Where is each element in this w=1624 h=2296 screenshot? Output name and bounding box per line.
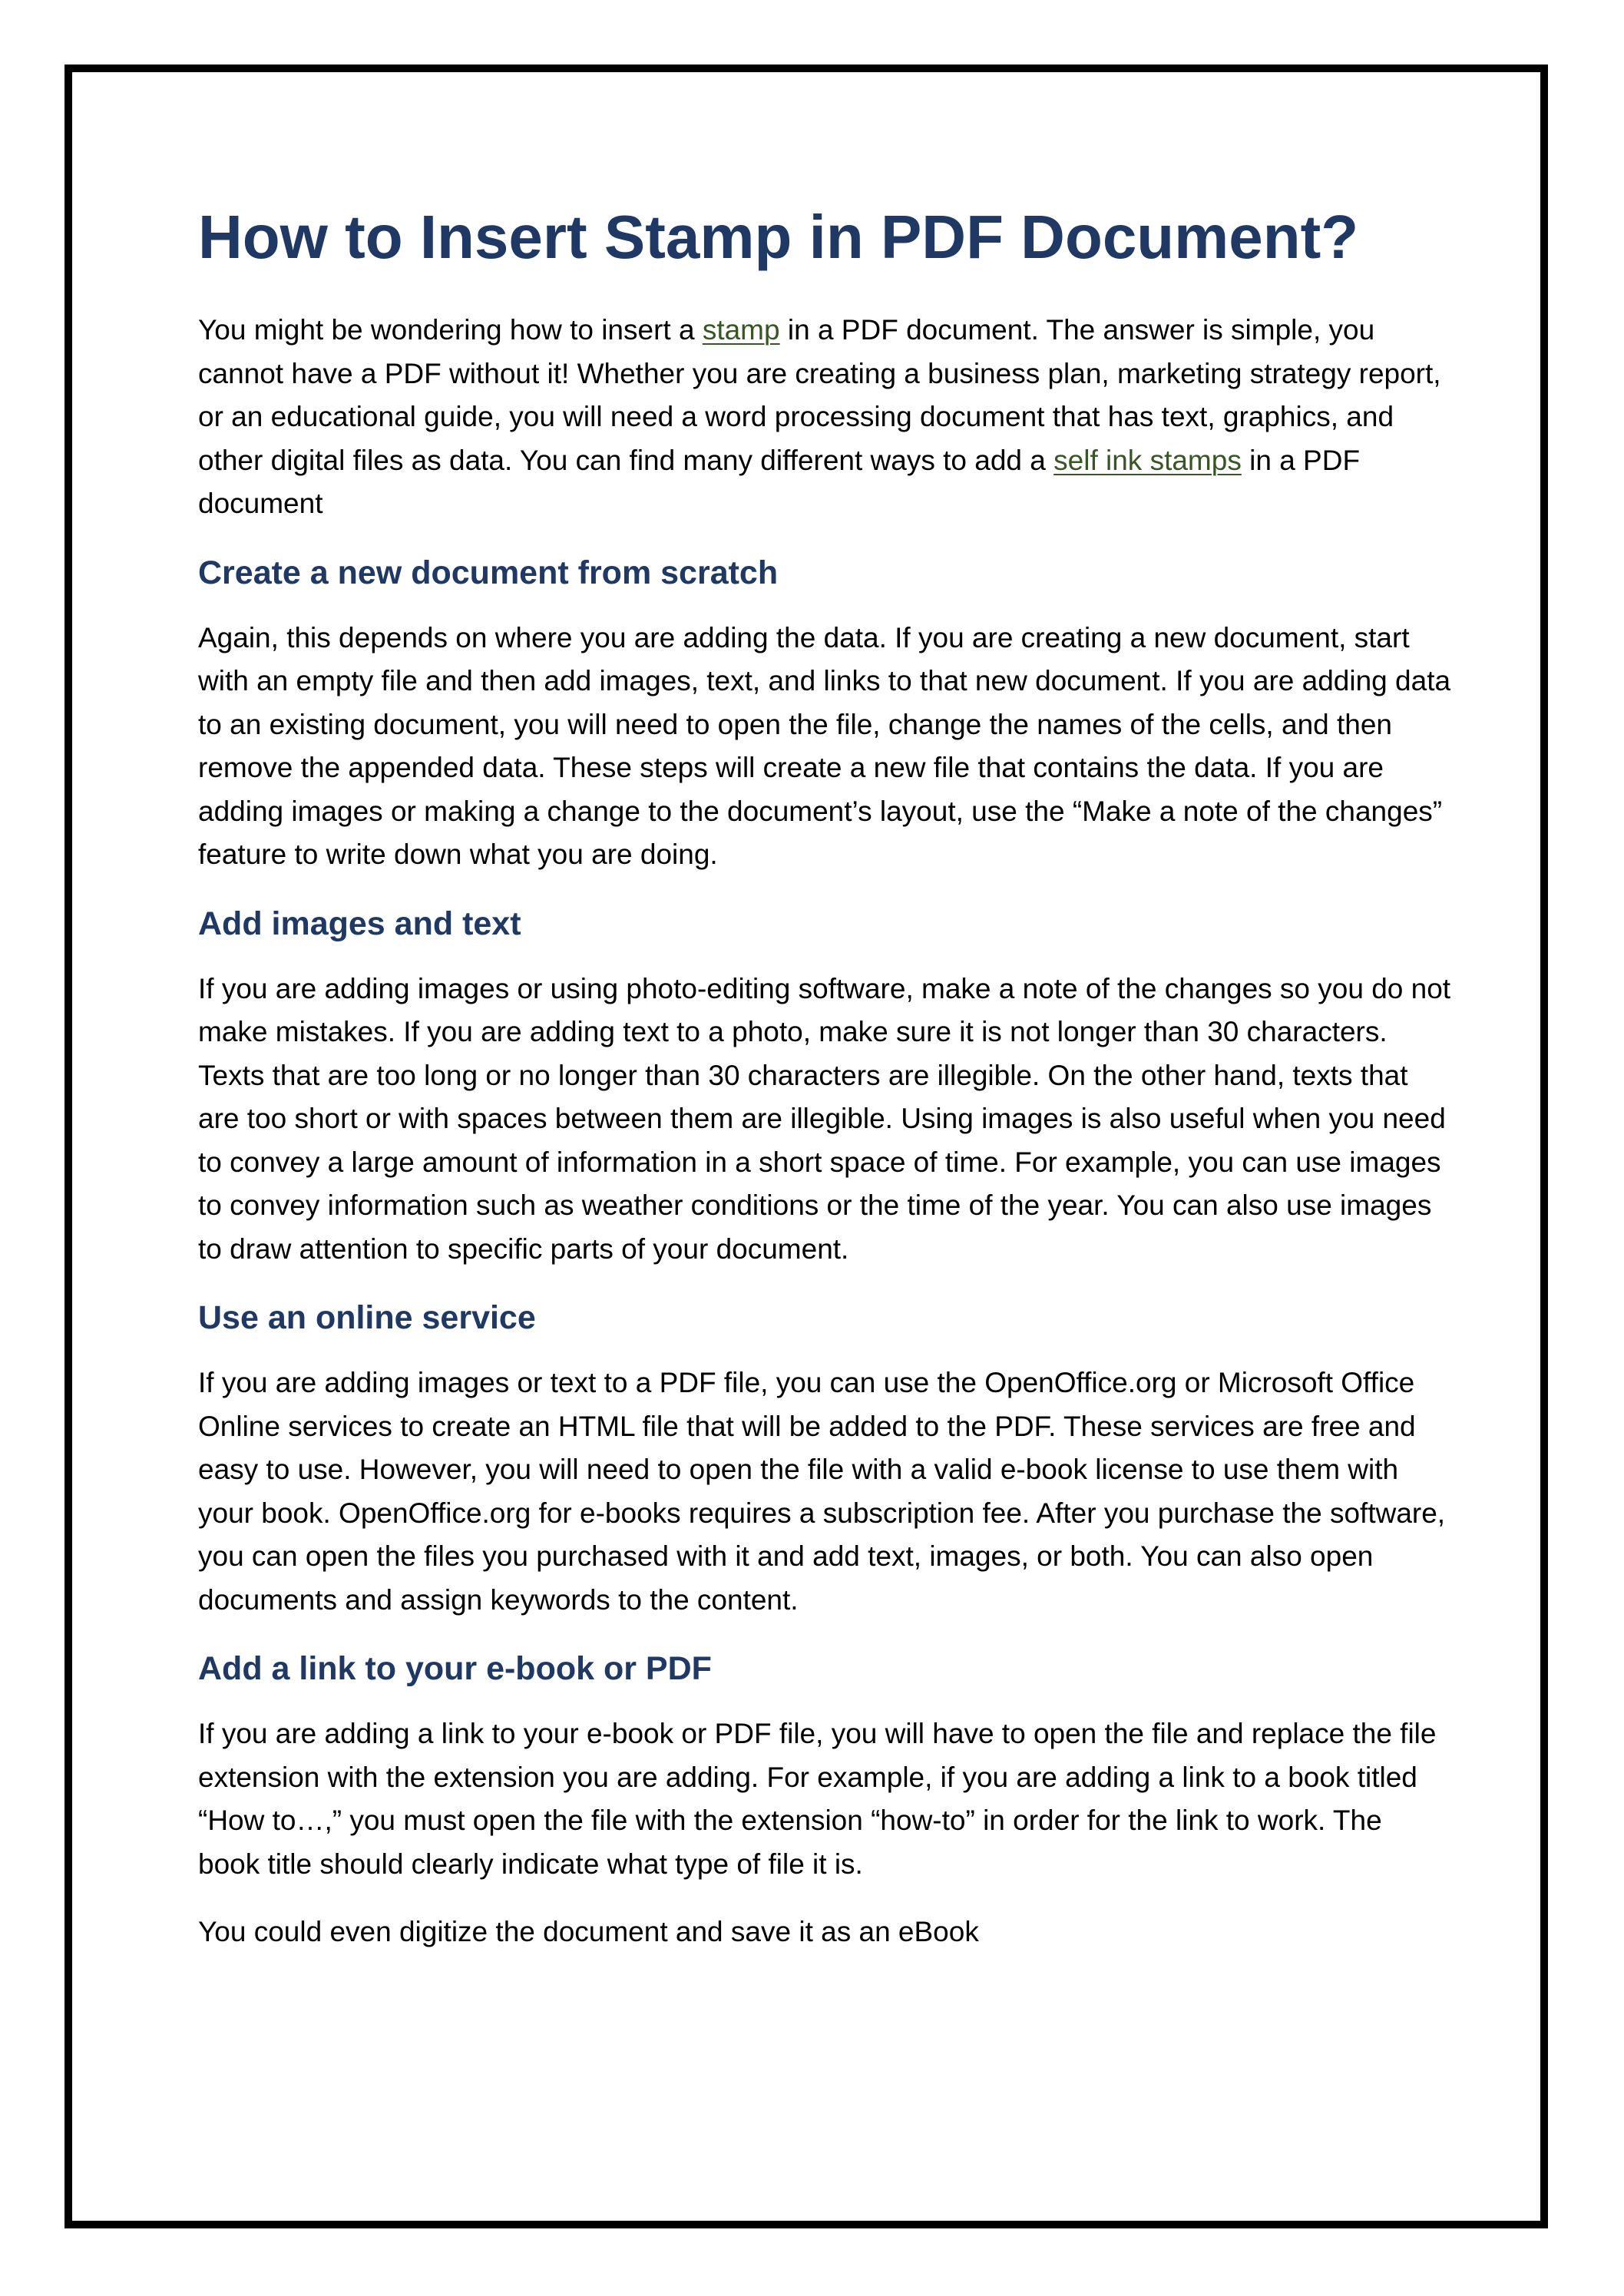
- document-body: [198, 201, 1451, 1979]
- intro-paragraph: [198, 309, 1451, 526]
- section-heading-online-service: Use an online service: [198, 1299, 536, 1336]
- document-title: How to Insert Stamp in PDF Document?: [198, 203, 1359, 271]
- closing-paragraph: You could even digitize the document and save it as an eBook: [198, 1916, 979, 1947]
- section-body-create-document: Again, this depends on where you are adding the data. If you are creating a new document, start with an empty file and then add images, text, and links to that new document. If you are adding data to an existing document, you will need to open the file, change the names of the cells, and then remove the appended data. These steps will create a new file that contains the data. If you are adding images or making a change to the document’s layout, use the “Make a note of the changes” feature to write down what you are doing.: [198, 621, 1451, 870]
- section-body-online-service: If you are adding images or text to a PDF file, you can use the OpenOffice.org or Microsoft Office Online services to create an HTML file that will be added to the PDF. These services are free and easy to use. However, you will need to open the file with a valid e-book license to use them with your book. OpenOffice.org for e-books requires a subscription fee. After you purchase the software, you can open the files you purchased with it and add text, images, or both. You can also open documents and assign keywords to the content.: [198, 1367, 1446, 1616]
- intro-text-middle: in a PDF document. The answer is simple, you cannot have a PDF without it! Whether you are creating a business plan, marketing strategy report, or an educational guide, you will need a word processing document that has text, graphics, and other digital files as data. You can find many different ways to add a: [198, 314, 1441, 476]
- stamp-link[interactable]: stamp: [702, 314, 780, 346]
- section-body-add-link: If you are adding a link to your e-book or PDF file, you will have to open the file and replace the file extension with the extension you are adding. For example, if you are adding a link to a book titled “How to…,” you must open the file with the extension “how-to” in order for the link to work. The book title should clearly indicate what type of file it is.: [198, 1718, 1437, 1880]
- section-heading-add-images-text: Add images and text: [198, 905, 521, 942]
- section-heading-add-link: Add a link to your e-book or PDF: [198, 1650, 712, 1687]
- section-body-add-images-text: If you are adding images or using photo-editing software, make a note of the changes so you do not make mistakes. If you are adding text to a photo, make sure it is not longer than 30 characters. Texts that are too long or no longer than 30 characters are illegible. On the other hand, texts that are too short or with spaces between them are illegible. Using images is also useful when you need to convey a large amount of information in a short space of time. For example, you can use images to convey information such as weather conditions or the time of the year. You can also use images to draw attention to specific parts of your document.: [198, 972, 1451, 1265]
- section-heading-create-document: Create a new document from scratch: [198, 554, 779, 591]
- intro-text-start: You might be wondering how to insert a: [198, 314, 703, 346]
- self-ink-stamps-link[interactable]: self ink stamps: [1053, 444, 1242, 476]
- intro-text-end: in a PDF document: [198, 444, 1361, 519]
